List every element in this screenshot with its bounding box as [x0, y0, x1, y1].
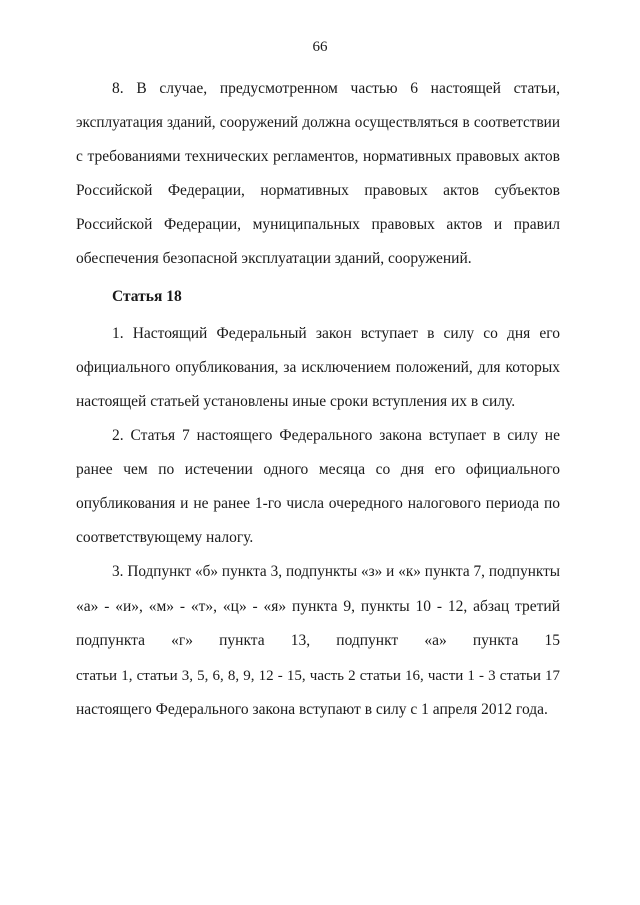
text-line: 3. Подпункт «б» пункта 3, подпункты «з» и «к» пункта 7, подпункты	[112, 563, 560, 580]
text-line: Российской Федерации, муниципальных правовых актов и правил	[76, 216, 560, 233]
text-line: обеспечения безопасной эксплуатации зданий, сооружений.	[76, 250, 472, 267]
text-line: подпункта «г» пункта 13, подпункт «а» пункта 15	[76, 632, 560, 649]
page-number: 66	[312, 39, 328, 55]
text-line: соответствующему налогу.	[76, 529, 254, 546]
article-heading: Статья 18	[112, 288, 182, 305]
text-line: эксплуатация зданий, сооружений должна осуществляться в соответствии	[76, 114, 560, 131]
text-line: 1. Настоящий Федеральный закон вступает в силу со дня его	[112, 325, 560, 342]
text-line: статьи 1, статьи 3, 5, 6, 8, 9, 12 - 15, часть 2 статьи 16, части 1 - 3 статьи 17	[76, 668, 560, 684]
text-line: 8. В случае, предусмотренном частью 6 настоящей статьи,	[112, 80, 560, 97]
text-line: Российской Федерации, нормативных правовых актов субъектов	[76, 182, 560, 199]
text-line: опубликования и не ранее 1-го числа очередного налогового периода по	[76, 495, 560, 512]
text-line: «а» - «и», «м» - «т», «ц» - «я» пункта 9, пункты 10 - 12, абзац третий	[76, 598, 560, 615]
text-line: ранее чем по истечении одного месяца со дня его официального	[76, 461, 560, 478]
text-line: настоящей статьей установлены иные сроки вступления их в силу.	[76, 393, 516, 410]
text-line: настоящего Федерального закона вступают в силу с 1 апреля 2012 года.	[76, 701, 548, 718]
text-line: 2. Статья 7 настоящего Федерального закона вступает в силу не	[112, 427, 560, 444]
text-line: официального опубликования, за исключением положений, для которых	[76, 359, 560, 376]
text-line: с требованиями технических регламентов, нормативных правовых актов	[76, 148, 560, 165]
